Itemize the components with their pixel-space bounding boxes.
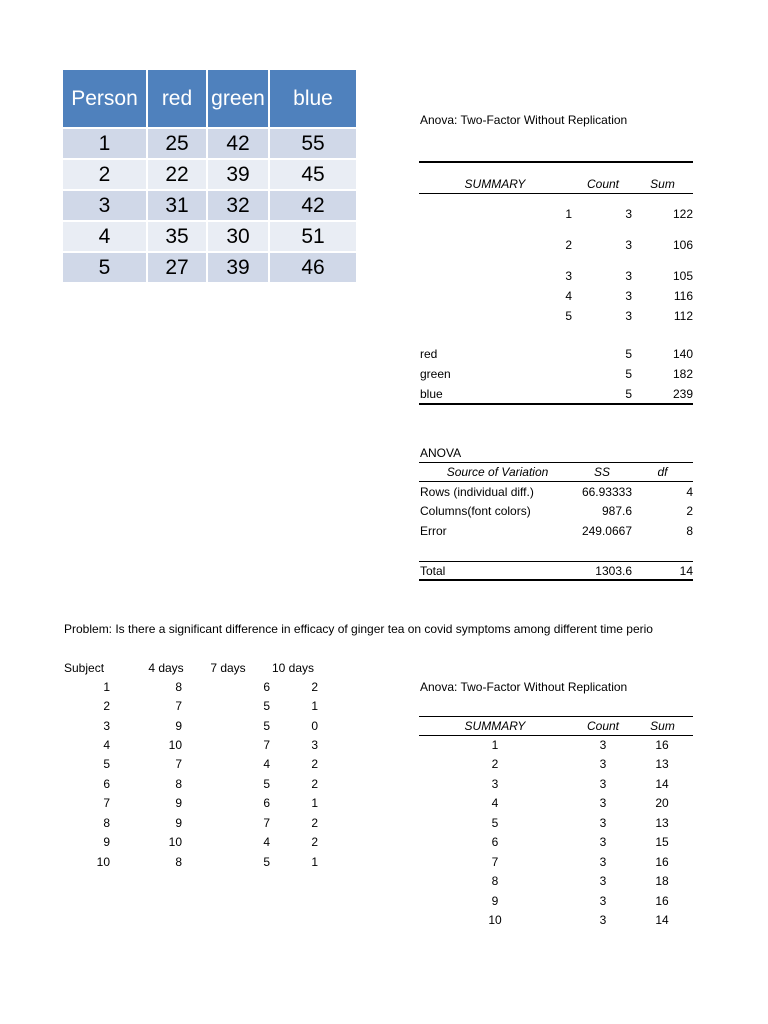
- anova2-row-count: 3: [599, 913, 607, 927]
- cell-blue: 55: [270, 129, 358, 160]
- anova2-row-label: 6: [491, 835, 499, 849]
- anova2-row-label: 3: [491, 777, 499, 791]
- cell-person: 4: [63, 222, 148, 253]
- cell-10-days: 2: [311, 777, 318, 791]
- cell-10-days: 1: [311, 855, 318, 869]
- anova1-col-sum: 239: [672, 387, 693, 401]
- anova2-row-label: 10: [488, 913, 502, 927]
- anova2-summary-header: SUMMARY: [464, 719, 526, 733]
- anova2-row-label: 7: [491, 855, 499, 869]
- cell-4-days: 7: [175, 757, 182, 771]
- cell-green: 39: [208, 160, 270, 191]
- anova2-row-label: 9: [491, 894, 499, 908]
- anova1-summary-header-rule: [419, 193, 693, 194]
- cell-subject: 9: [103, 835, 110, 849]
- header-4-days: 4 days: [148, 661, 184, 675]
- cell-red: 22: [148, 160, 208, 191]
- cell-red: 31: [148, 191, 208, 222]
- cell-subject: 3: [103, 719, 110, 733]
- anova1-col-label: red: [420, 347, 438, 361]
- table-row: [63, 253, 358, 284]
- anova1-source: Error: [420, 524, 447, 538]
- anova2-row-count: 3: [599, 894, 607, 908]
- anova2-row-sum: 14: [655, 913, 669, 927]
- anova1-df: 2: [686, 504, 693, 518]
- header-10-days: 10 days: [271, 661, 315, 675]
- anova1-summary-top-rule: [419, 161, 693, 163]
- cell-red: 35: [148, 222, 208, 253]
- cell-7-days: 7: [263, 816, 270, 830]
- anova1-ss: 987.6: [601, 504, 632, 518]
- cell-10-days: 1: [311, 699, 318, 713]
- anova1-row-label: 3: [565, 269, 572, 283]
- anova1-col-count: 5: [625, 387, 632, 401]
- anova2-row-sum: 14: [655, 777, 669, 791]
- anova1-row-label: 4: [565, 289, 572, 303]
- table-row: [63, 222, 358, 253]
- header-red: red: [148, 70, 208, 129]
- cell-7-days: 4: [263, 757, 270, 771]
- cell-7-days: 4: [263, 835, 270, 849]
- cell-blue: 51: [270, 222, 358, 253]
- anova2-row-sum: 16: [655, 855, 669, 869]
- cell-10-days: 2: [311, 680, 318, 694]
- cell-green: 42: [208, 129, 270, 160]
- anova1-row-sum: 116: [673, 289, 693, 303]
- anova1-total-bottom-rule: [419, 579, 693, 581]
- cell-7-days: 5: [263, 699, 270, 713]
- cell-4-days: 8: [175, 680, 182, 694]
- cell-red: 25: [148, 129, 208, 160]
- table-row: [63, 191, 358, 222]
- header-subject: Subject: [64, 661, 105, 675]
- anova1-row-count: 3: [625, 238, 632, 252]
- anova1-col-count: 5: [625, 347, 632, 361]
- cell-blue: 46: [270, 253, 358, 284]
- anova1-anova-top-rule: [419, 462, 693, 463]
- cell-blue: 42: [270, 191, 358, 222]
- cell-4-days: 9: [175, 796, 182, 810]
- anova1-anova-header-rule: [419, 481, 693, 482]
- anova1-row-label: 5: [565, 309, 572, 323]
- anova2-row-label: 1: [491, 738, 499, 752]
- anova2-summary-header-rule: [419, 735, 693, 736]
- anova1-count-header: Count: [586, 177, 620, 191]
- anova2-row-count: 3: [599, 874, 607, 888]
- cell-4-days: 8: [175, 855, 182, 869]
- cell-blue: 45: [270, 160, 358, 191]
- anova2-row-count: 3: [599, 816, 607, 830]
- cell-10-days: 0: [311, 719, 318, 733]
- anova2-count-header: Count: [586, 719, 620, 733]
- anova1-total-top-rule: [419, 561, 693, 562]
- anova1-row-label: 1: [565, 207, 572, 221]
- cell-green: 30: [208, 222, 270, 253]
- anova1-row-label: 2: [565, 238, 572, 252]
- cell-person: 2: [63, 160, 148, 191]
- anova1-col-sum: 140: [672, 347, 693, 361]
- anova1-row-sum: 105: [672, 269, 693, 283]
- cell-7-days: 6: [263, 680, 270, 694]
- cell-7-days: 5: [263, 777, 270, 791]
- anova2-row-count: 3: [599, 835, 607, 849]
- anova2-row-label: 4: [491, 796, 499, 810]
- anova2-sum-header: Sum: [650, 719, 675, 733]
- anova1-df: 4: [686, 485, 693, 499]
- anova2-row-label: 5: [491, 816, 499, 830]
- anova2-summary-top-rule: [419, 716, 693, 717]
- cell-subject: 2: [103, 699, 110, 713]
- anova1-total-ss: 1303.6: [595, 564, 632, 578]
- anova1-total-label: Total: [420, 564, 446, 578]
- cell-10-days: 1: [311, 796, 318, 810]
- anova1-df: 8: [686, 524, 693, 538]
- cell-10-days: 2: [311, 757, 318, 771]
- cell-4-days: 10: [168, 835, 182, 849]
- anova2-row-sum: 20: [655, 796, 669, 810]
- cell-red: 27: [148, 253, 208, 284]
- anova1-ss: 249.0667: [581, 524, 632, 538]
- cell-7-days: 7: [263, 738, 270, 752]
- anova2-row-count: 3: [599, 757, 607, 771]
- table-row: [63, 160, 358, 191]
- header-green: green: [208, 70, 270, 129]
- anova1-df-header: df: [657, 465, 668, 479]
- anova1-row-count: 3: [625, 207, 632, 221]
- anova1-row-count: 3: [625, 309, 632, 323]
- anova1-anova-label: ANOVA: [420, 446, 462, 460]
- problem-statement: Problem: Is there a significant difference in efficacy of ginger tea on covid symptoms among different time perio: [64, 622, 653, 636]
- cell-10-days: 2: [311, 816, 318, 830]
- anova1-col-label: green: [420, 367, 451, 381]
- header-person: Person: [63, 70, 148, 129]
- anova1-summary-bottom-rule: [419, 403, 693, 405]
- cell-person: 5: [63, 253, 148, 284]
- anova1-source: Rows (individual diff.): [420, 485, 534, 499]
- cell-green: 39: [208, 253, 270, 284]
- anova2-row-count: 3: [599, 855, 607, 869]
- cell-subject: 4: [103, 738, 110, 752]
- cell-person: 3: [63, 191, 148, 222]
- cell-4-days: 8: [175, 777, 182, 791]
- cell-7-days: 6: [263, 796, 270, 810]
- cell-green: 32: [208, 191, 270, 222]
- cell-person: 1: [63, 129, 148, 160]
- header-blue: blue: [270, 70, 358, 129]
- anova1-row-sum: 112: [673, 309, 693, 323]
- color-table-header-row: [63, 70, 358, 129]
- header-7-days: 7 days: [210, 661, 246, 675]
- anova2-row-sum: 16: [655, 738, 669, 752]
- cell-subject: 10: [96, 855, 110, 869]
- cell-4-days: 9: [175, 816, 182, 830]
- cell-subject: 8: [103, 816, 110, 830]
- anova1-col-label: blue: [420, 387, 443, 401]
- anova1-row-count: 3: [625, 269, 632, 283]
- anova1-col-count: 5: [625, 367, 632, 381]
- anova2-row-label: 8: [491, 874, 499, 888]
- anova1-summary-header: SUMMARY: [464, 177, 526, 191]
- anova1-ss-header: SS: [593, 465, 610, 479]
- anova1-total-df: 14: [679, 564, 693, 578]
- cell-7-days: 5: [263, 719, 270, 733]
- anova2-row-sum: 15: [655, 835, 669, 849]
- anova1-row-sum: 106: [672, 238, 693, 252]
- anova2-row-label: 2: [491, 757, 499, 771]
- anova2-row-sum: 18: [655, 874, 669, 888]
- anova2-row-count: 3: [599, 777, 607, 791]
- table-row: [63, 129, 358, 160]
- anova2-row-count: 3: [599, 796, 607, 810]
- cell-10-days: 2: [311, 835, 318, 849]
- anova1-row-sum: 122: [672, 207, 693, 221]
- anova1-title: Anova: Two-Factor Without Replication: [420, 113, 628, 127]
- cell-subject: 6: [103, 777, 110, 791]
- anova1-source-header: Source of Variation: [446, 465, 549, 479]
- cell-10-days: 3: [311, 738, 318, 752]
- cell-4-days: 10: [168, 738, 182, 752]
- cell-4-days: 7: [175, 699, 182, 713]
- cell-subject: 7: [103, 796, 110, 810]
- anova1-ss: 66.93333: [581, 485, 632, 499]
- anova1-col-sum: 182: [672, 367, 693, 381]
- anova2-row-sum: 13: [655, 816, 669, 830]
- anova1-row-count: 3: [625, 289, 632, 303]
- anova2-row-sum: 13: [655, 757, 669, 771]
- anova2-title: Anova: Two-Factor Without Replication: [420, 680, 628, 694]
- anova2-row-count: 3: [599, 738, 607, 752]
- anova1-sum-header: Sum: [650, 177, 675, 191]
- cell-4-days: 9: [175, 719, 182, 733]
- anova2-row-sum: 16: [655, 894, 669, 908]
- cell-subject: 5: [103, 757, 110, 771]
- anova1-source: Columns(font colors): [420, 504, 531, 518]
- cell-subject: 1: [103, 680, 110, 694]
- cell-7-days: 5: [263, 855, 270, 869]
